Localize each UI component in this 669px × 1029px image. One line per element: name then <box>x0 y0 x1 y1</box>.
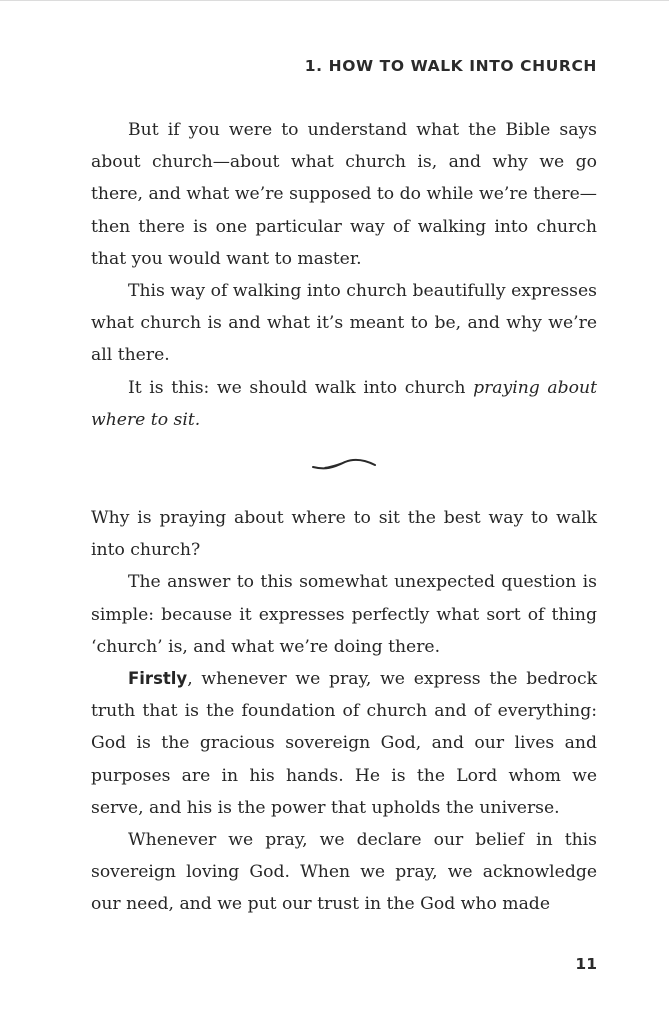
paragraph <box>91 663 597 824</box>
page-top-rule <box>0 0 669 1</box>
italic-emphasis: praying about where to sit. <box>91 377 597 430</box>
running-head: 1. HOW TO WALK INTO CHURCH <box>304 57 597 75</box>
page-number: 11 <box>575 955 597 973</box>
paragraph-lead-text: It is this: we should walk into church <box>128 377 474 398</box>
bold-lead-word: Firstly <box>128 669 188 689</box>
section-two <box>91 502 597 921</box>
paragraph <box>91 372 597 436</box>
paragraph: But if you were to understand what the Bible says about church—about what church is, and why we go there, and what we’re supposed to do while we’re there—then there is one particular way of walking into church that you would want to master. <box>91 120 597 269</box>
swash-ornament-icon <box>311 456 377 472</box>
paragraph: The answer to this somewhat unexpected question is simple: because it expresses perfectly what sort of thing ‘church’ is, and what we’re doing there. <box>91 572 597 657</box>
section-one <box>91 114 597 436</box>
paragraph: This way of walking into church beautifully expresses what church is and what it’s meant to be, and why we’re all there. <box>91 281 597 366</box>
paragraph-body-text: , whenever we pray, we express the bedrock truth that is the foundation of church and of everything: God is the gracious sovereign God, and our lives and purposes are in his hands. He is the Lord whom we serve, and his is the power that upholds the universe. <box>91 669 597 818</box>
paragraph: Why is praying about where to sit the best way to walk into church? <box>91 508 597 561</box>
paragraph: Whenever we pray, we declare our belief in this sovereign loving God. When we pray, we acknowledge our need, and we put our trust in the God who made <box>91 830 597 915</box>
